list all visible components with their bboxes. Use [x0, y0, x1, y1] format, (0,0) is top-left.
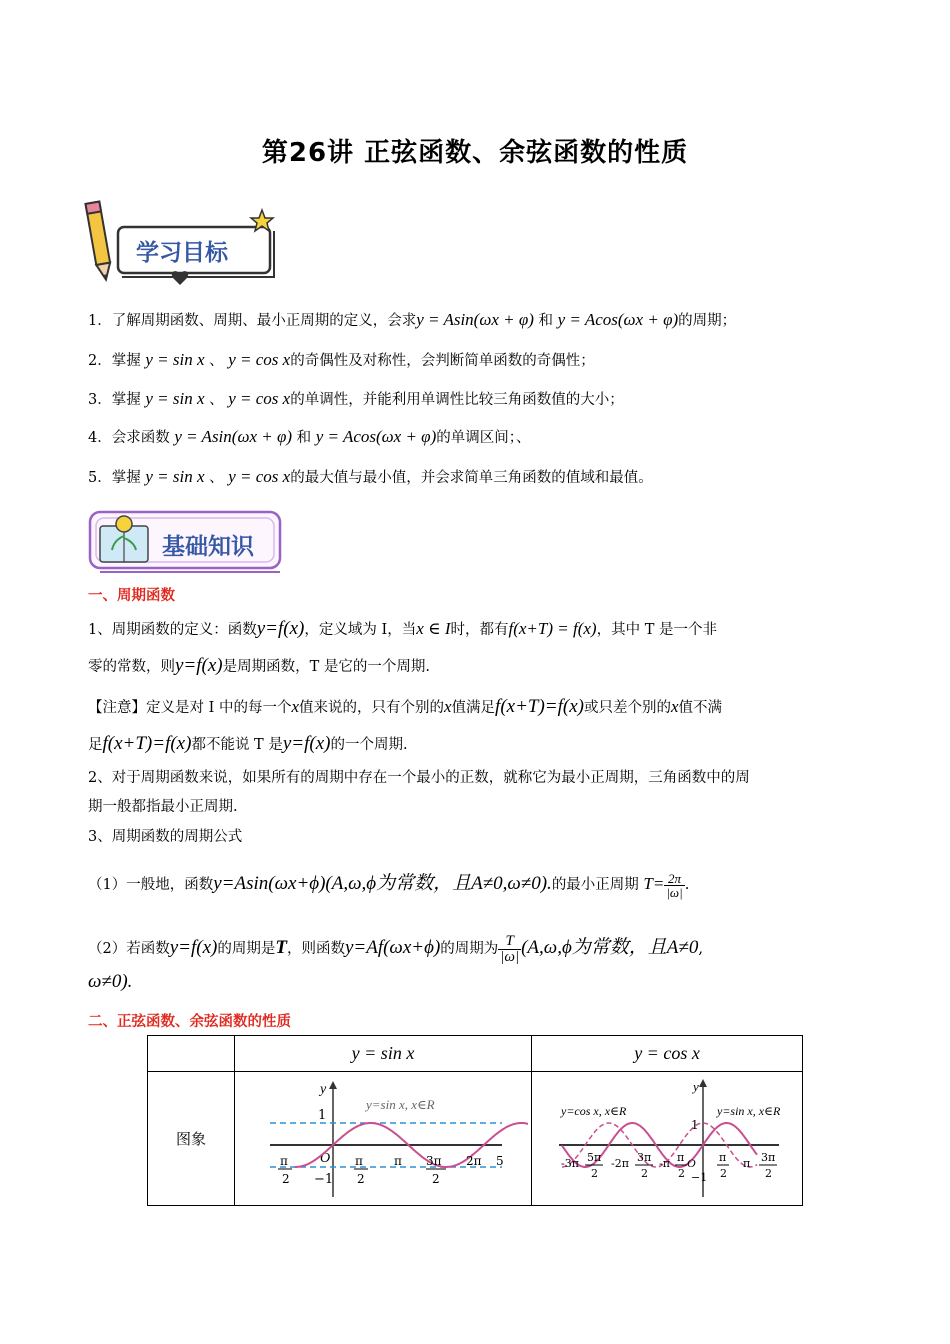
page-title: 第26讲 正弦函数、余弦函数的性质 [261, 138, 689, 168]
cos-tick-1: -3π [561, 1156, 579, 1170]
note-line2: 足f(x+T)=f(x)都不能说 T 是y=f(x)的一个周期. [88, 733, 408, 754]
row-label-image: 图象 [148, 1072, 235, 1206]
formula-line-2: （2）若函数y=f(x)的周期是T，则函数y=Af(ωx+ϕ)的周期为 $\frac{T}{|\omega|}$ (A,ω,ϕ为常数，且A≠0, [88, 932, 703, 965]
sin-origin-label: O [320, 1150, 331, 1166]
sin-tick-3pi-den: 2 [432, 1171, 440, 1186]
note-line1: 【注意】定义是对 I 中的每一个x值来说的，只有个别的x值满足f(x+T)=f(x)或只差个别的x值不满 [88, 696, 723, 717]
sin-graph-cell [235, 1072, 532, 1206]
goals-badge-label: 学习目标 [136, 240, 228, 266]
cos-tick-2: 5π [587, 1150, 602, 1164]
cos-tick-9: 2 [678, 1166, 685, 1180]
goals-badge [84, 200, 284, 290]
cos-tick-14: 2 [765, 1166, 772, 1180]
table-corner-cell [148, 1036, 235, 1072]
header-sin: y = sin x [235, 1036, 532, 1072]
sin-curve-label: y=sin x, x∈R [366, 1096, 435, 1112]
cos-tick-5: 3π [637, 1150, 652, 1164]
cos-curve-label: y=cos x, x∈R [561, 1103, 627, 1118]
periodic-definition-line2: 零的常数，则y=f(x)是周期函数，T 是它的一个周期. [88, 655, 431, 676]
sin-neg-one-label: −1 [314, 1171, 334, 1187]
cos-tick-4: -2π [611, 1156, 629, 1170]
min-period-line1: 2、对于周期函数来说，如果所有的周期中存在一个最小的正数，就称它为最小正周期，三角函数中的周 [88, 770, 750, 786]
periodic-definition-line1: 1、周期函数的定义：函数y=f(x)，定义域为 I，当x ∈ I时，都有f(x+T) = f(x)，其中 T 是一个非 [88, 618, 717, 639]
sin-tick-pi: π [394, 1153, 402, 1168]
cos-tick-7: -π [659, 1156, 670, 1170]
sin-tick-neg-pi: π [280, 1153, 288, 1168]
section-heading-properties: 二、正弦函数、余弦函数的性质 [88, 1014, 291, 1030]
period-formula-heading: 3、周期函数的周期公式 [88, 829, 243, 845]
cos-tick-11: 2 [720, 1166, 727, 1180]
goal-item-5: 5．掌握 y = sin x 、 y = cos x的最大值与最小值，并会求简单三角函数的值域和最值。 [88, 467, 653, 486]
cos-graph [535, 1073, 799, 1201]
sin-tick-3pi-num: 3π [426, 1153, 442, 1168]
cos-origin-label: O [687, 1155, 696, 1170]
goal-item-4: 4．会求函数 y = Asin(ωx + φ) 和 y = Acos(ωx + φ)的单调区间；、 [88, 427, 531, 446]
goal-item-1: 1．了解周期函数、周期、最小正周期的定义，会求y = Asin(ωx + φ) 和 y = Acos(ωx + φ)的周期； [88, 310, 737, 329]
cos-graph-cell [532, 1072, 803, 1206]
goal-item-3: 3．掌握 y = sin x 、 y = cos x的单调性，并能利用单调性比较三角函数值的大小； [88, 389, 624, 408]
cos-tick-12: π [743, 1156, 751, 1170]
knowledge-badge-label: 基础知识 [162, 534, 254, 560]
cos-tick-labels [561, 1151, 777, 1180]
cos-tick-6: 2 [641, 1166, 648, 1180]
cos-neg-one-label: −1 [691, 1170, 708, 1184]
sin-tick-5: 5 [496, 1153, 504, 1168]
sin-y-label: y [320, 1081, 327, 1097]
section-heading-periodic: 一、周期函数 [88, 588, 175, 604]
cos-tick-8: π [677, 1150, 685, 1164]
header-cos: y = cos x [532, 1036, 803, 1072]
cos-one-label: 1 [691, 1117, 699, 1132]
sin-graph [238, 1073, 528, 1201]
goal-item-2: 2．掌握 y = sin x 、 y = cos x的奇偶性及对称性，会判断简单函数的奇偶性； [88, 350, 595, 369]
min-period-line2: 期一般都指最小正周期. [88, 799, 238, 815]
cos-y-label: y [693, 1078, 699, 1094]
sin-curve-label-2: y=sin x, x∈R [717, 1103, 781, 1118]
sin-tick-pi-half-num: π [355, 1153, 363, 1168]
formula-line-2-cont: ω≠0). [88, 971, 133, 992]
sin-one-label: 1 [318, 1107, 327, 1123]
properties-table [147, 1035, 803, 1206]
sin-tick-2pi: 2π [466, 1153, 482, 1168]
formula-line-1: （1）一般地，函数y=Asin(ωx+ϕ)(A,ω,ϕ为常数，且A≠0,ω≠0).的最小正周期 T= $\frac{2\pi}{|\omega|}$ . [88, 870, 690, 900]
sin-tick-neg-2: 2 [282, 1171, 290, 1186]
cos-tick-3: 2 [591, 1166, 598, 1180]
knowledge-badge [86, 508, 286, 576]
cos-tick-13: 3π [761, 1150, 776, 1164]
sin-tick-pi-half-den: 2 [357, 1171, 365, 1186]
cos-tick-10: π [719, 1150, 727, 1164]
